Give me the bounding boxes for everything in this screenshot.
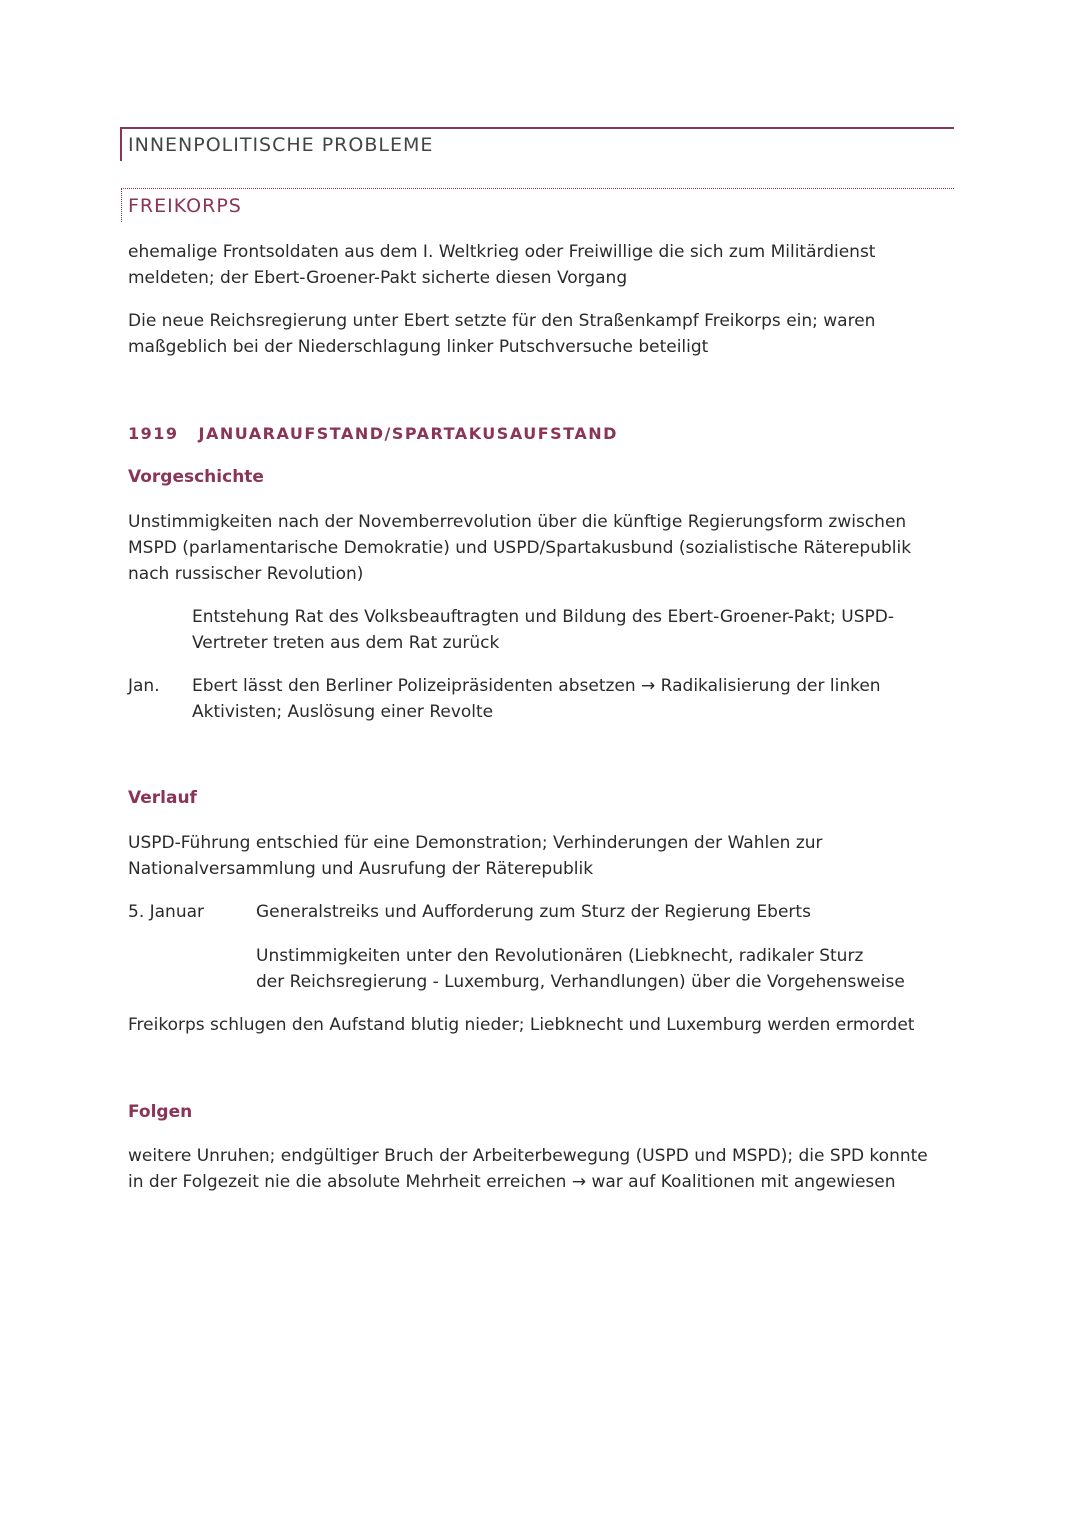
text-line: meldeten; der Ebert-Groener-Pakt sicherte diesen Vorgang <box>128 268 628 288</box>
verlauf-heading: Verlauf <box>128 788 197 808</box>
section-title <box>128 424 618 443</box>
text-line: MSPD (parlamentarische Demokratie) und USPD/Spartakusbund (sozialistische Räterepublik <box>128 538 912 558</box>
verlauf-item-1-label: 5. Januar <box>128 902 205 922</box>
text-line: Nationalversammlung und Ausrufung der Räterepublik <box>128 859 594 879</box>
text-line: in der Folgezeit nie die absolute Mehrheit erreichen → war auf Koalitionen mit angewiesen <box>128 1172 896 1192</box>
freikorps-paragraph-2 <box>128 308 958 360</box>
freikorps-paragraph-1 <box>128 239 958 291</box>
text-line: Die neue Reichsregierung unter Ebert setzte für den Straßenkampf Freikorps ein; waren <box>128 311 876 331</box>
verlauf-paragraph <box>128 830 958 882</box>
section-title-text: JANUARAUFSTAND/SPARTAKUSAUFSTAND <box>198 424 618 443</box>
vorgeschichte-paragraph <box>128 509 958 587</box>
folgen-paragraph <box>128 1143 958 1195</box>
text-line: USPD-Führung entschied für eine Demonstration; Verhinderungen der Wahlen zur <box>128 833 823 853</box>
text-line: Unstimmigkeiten unter den Revolutionären (Liebknecht, radikaler Sturz <box>256 946 864 966</box>
section-year: 1919 <box>128 424 179 443</box>
vorgeschichte-item-2-label: Jan. <box>128 676 160 696</box>
heading2-title: FREIKORPS <box>128 195 242 217</box>
text-line: nach russischer Revolution) <box>128 564 364 584</box>
verlauf-closing: Freikorps schlugen den Aufstand blutig nieder; Liebknecht und Luxemburg werden ermordet <box>128 1015 915 1035</box>
text-line: Entstehung Rat des Volksbeauftragten und Bildung des Ebert-Groener-Pakt; USPD- <box>192 607 895 627</box>
text-line: Vertreter treten aus dem Rat zurück <box>192 633 500 653</box>
heading2-frame <box>121 188 954 222</box>
text-line: ehemalige Frontsoldaten aus dem I. Weltkrieg oder Freiwillige die sich zum Militärdienst <box>128 242 876 262</box>
text-line: weitere Unruhen; endgültiger Bruch der Arbeiterbewegung (USPD und MSPD); die SPD konnte <box>128 1146 928 1166</box>
folgen-heading: Folgen <box>128 1102 193 1122</box>
text-line: Unstimmigkeiten nach der Novemberrevolution über die künftige Regierungsform zwischen <box>128 512 907 532</box>
text-line: Ebert lässt den Berliner Polizeipräsidenten absetzen → Radikalisierung der linken <box>192 676 881 696</box>
vorgeschichte-item-2 <box>192 673 952 725</box>
verlauf-item-1: Generalstreiks und Aufforderung zum Sturz der Regierung Eberts <box>256 902 811 922</box>
vorgeschichte-item-1 <box>192 604 952 656</box>
text-line: Aktivisten; Auslösung einer Revolte <box>192 702 494 722</box>
vorgeschichte-heading: Vorgeschichte <box>128 467 264 487</box>
verlauf-item-2 <box>256 943 956 995</box>
text-line: maßgeblich bei der Niederschlagung linker Putschversuche beteiligt <box>128 337 709 357</box>
heading1-title: INNENPOLITISCHE PROBLEME <box>128 134 434 156</box>
text-line: der Reichsregierung - Luxemburg, Verhandlungen) über die Vorgehensweise <box>256 972 905 992</box>
